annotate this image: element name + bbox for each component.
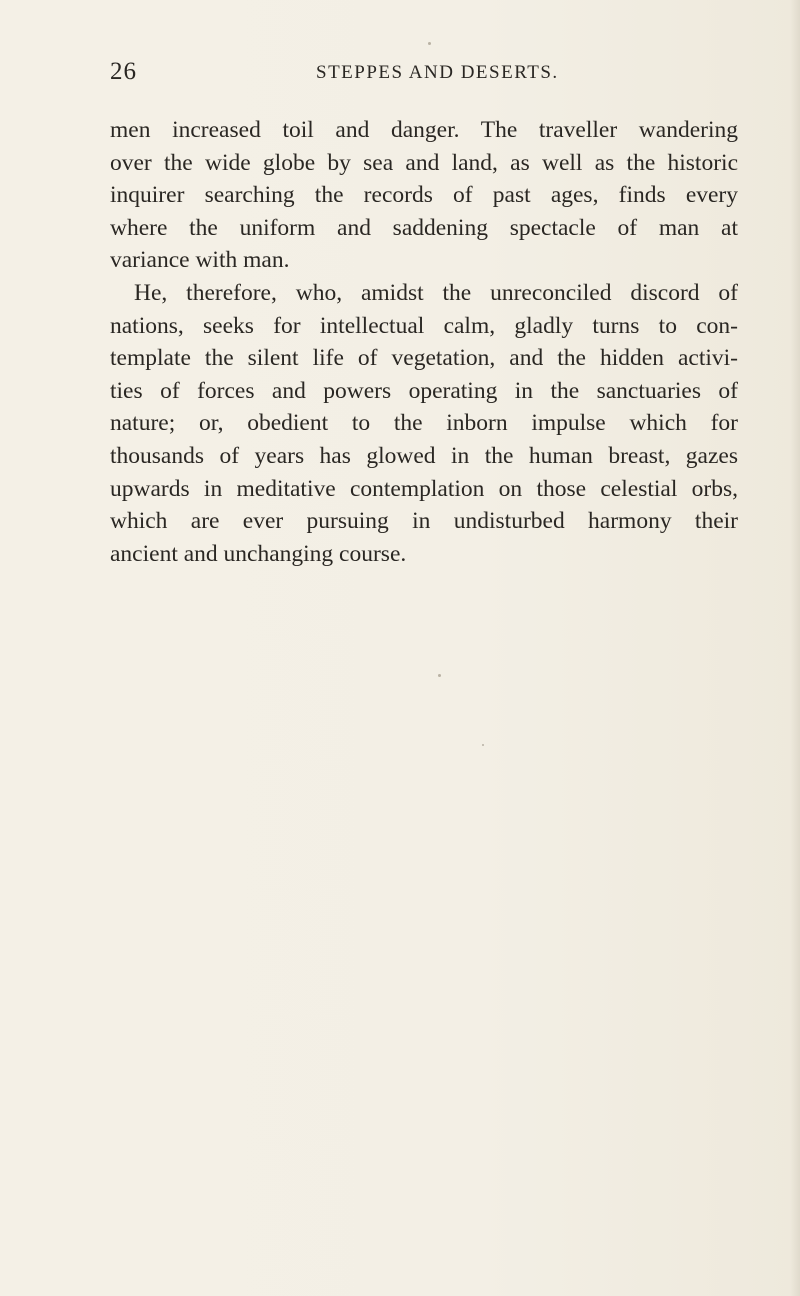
text-line: over the wide globe by sea and land, as well as the historic — [110, 149, 738, 176]
text-line: thousands of years has glowed in the human breast, gazes — [110, 442, 738, 469]
text-line: where the uniform and saddening spectacle of man at — [110, 214, 738, 241]
page-header — [110, 58, 734, 88]
running-head: STEPPES AND DESERTS. — [316, 62, 559, 83]
text-line: men increased toil and danger. The traveller wandering — [110, 117, 738, 143]
page-edge-shadow — [790, 0, 800, 1296]
text-line: ancient and unchanging course. — [110, 540, 407, 567]
text-line: nature; or, obedient to the inborn impulse which for — [110, 410, 738, 437]
text-line: upwards in meditative contemplation on those celestial orbs, — [110, 475, 738, 502]
text-line: He, therefore, who, amidst the unreconciled discord of — [134, 279, 738, 306]
body-text — [110, 114, 738, 570]
paper-speck — [438, 674, 441, 677]
paper-speck — [428, 42, 431, 45]
text-line: ties of forces and powers operating in the sanctuaries of — [110, 377, 738, 404]
page-number: 26 — [110, 58, 137, 85]
text-line: nations, seeks for intellectual calm, gladly turns to con- — [110, 312, 738, 339]
text-line: template the silent life of vegetation, and the hidden activi- — [110, 345, 738, 372]
text-line: which are ever pursuing in undisturbed harmony their — [110, 508, 738, 535]
paper-speck — [482, 744, 484, 746]
text-line: variance with man. — [110, 247, 290, 274]
text-line: inquirer searching the records of past ages, finds every — [110, 182, 738, 209]
